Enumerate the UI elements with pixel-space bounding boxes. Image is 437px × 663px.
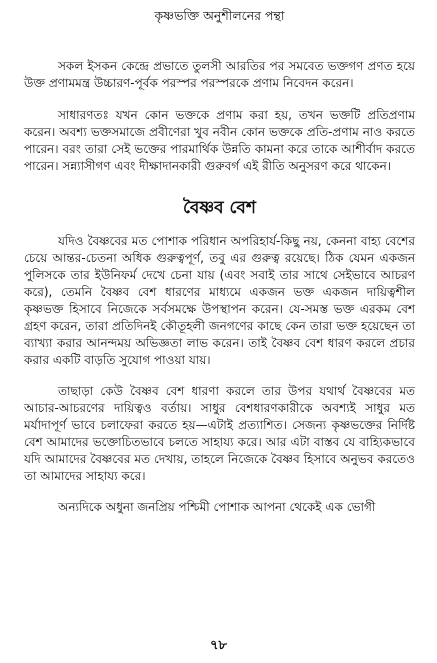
paragraph-1: সকল ইসকন কেন্দ্রে প্রভাতে তুলসী আরতির পর সমবেত ভক্তগণ প্রণত হয়ে উক্ত প্রণামমন্ত্র উচ্চারণ-পূর্বক পরস্পর পরস্পরকে প্রণাম নিবেদন করেন। bbox=[24, 59, 415, 90]
running-header: কৃষ্ণভক্তি অনুশীলনের পন্থা bbox=[154, 8, 285, 23]
section-paragraph-3: অন্যদিকে অধুনা জনপ্রিয় পশ্চিমী পোশাক আপনা থেকেই এক ভোগী bbox=[58, 500, 376, 514]
paragraph-2: সাধারণতঃ যখন কোন ভক্তকে প্রণাম করা হয়, তখন ভক্তটি প্রতিপ্রণাম করেন। অবশ্য ভক্তসমাজে প্রবীণেরা খুব নবীন কোন ভক্তকে প্রতি-প্রণাম নাও করতে পারেন। বরং তারা সেই ভক্তের পারমার্থিক উন্নতি কামনা করে তাকে আশীর্বাদ করতে পারেন। সন্ন্যাসীগণ এবং দীক্ষাদানকারী গুরুবর্গ এই রীতি অনুসরণ করে থাকেন। bbox=[24, 108, 415, 173]
section-heading: বৈষ্ণব বেশ bbox=[183, 198, 256, 218]
section-paragraph-1: যদিও বৈষ্ণবের মত পোশাক পরিধান অপরিহার্য-কিছু নয়, কেননা বাহ্য বেশের চেয়ে আন্তর-চেতনা অধিক গুরুত্বপূর্ণ, তবু এর গুরুত্ব রয়েছে। ঠিক যেমন একজন পুলিসকে তার ইউনিফর্ম দেখে চেনা যায় (এবং সবাই তার সাথে সেইভাবে আচরণ করে), তেমনি বৈষ্ণব বেশ ধারণের মাধ্যমে একজন ভক্ত একজন দায়িত্বশীল কৃষ্ণভক্ত হিসাবে নিজেকে সর্বসমক্ষে উপস্থাপন করেন। যে-সমস্ত ভক্ত এরকম বেশ গ্রহণ করেন, তারা প্রতিদিনই কৌতূহলী জনগণের কাছে কেন তারা ভক্ত হয়েছেন তা ব্যাখ্যা করার আনন্দময় অভিজ্ঞতা লাভ করেন। তাই বৈষ্ণব বেশ ধারণ করলে প্রচার করার একটি বাড়তি সুযোগ পাওয়া যায়। bbox=[24, 234, 415, 367]
section-paragraph-2: তাছাড়া কেউ বৈষ্ণব বেশ ধারণা করলে তার উপর যথার্থ বৈষ্ণবের মত আচার-আচরণের দায়িত্বও বর্তায়। সাধুর বেশধারণকারীকে অবশ্যই সাধুর মত মর্যাদাপূর্ণ ভাবে চলাফেরা করতে হয়—এটাই প্রত্যাশিত। সেজন্য কৃষ্ণভক্তের নির্দিষ্ট বেশ আমাদের ভক্তোচিতভাবে চলতে সাহায্য করে। আর এটা বাস্তব যে বাহ্যিকভাবে যদি আমাদের বৈষ্ণবের মত দেখায়, তাহলে নিজেকে বৈষ্ণব হিসাবে অনুভব করতেও তা আমাদের সাহায্য করে। bbox=[24, 384, 415, 483]
page-number: ৭৮ bbox=[210, 638, 227, 653]
